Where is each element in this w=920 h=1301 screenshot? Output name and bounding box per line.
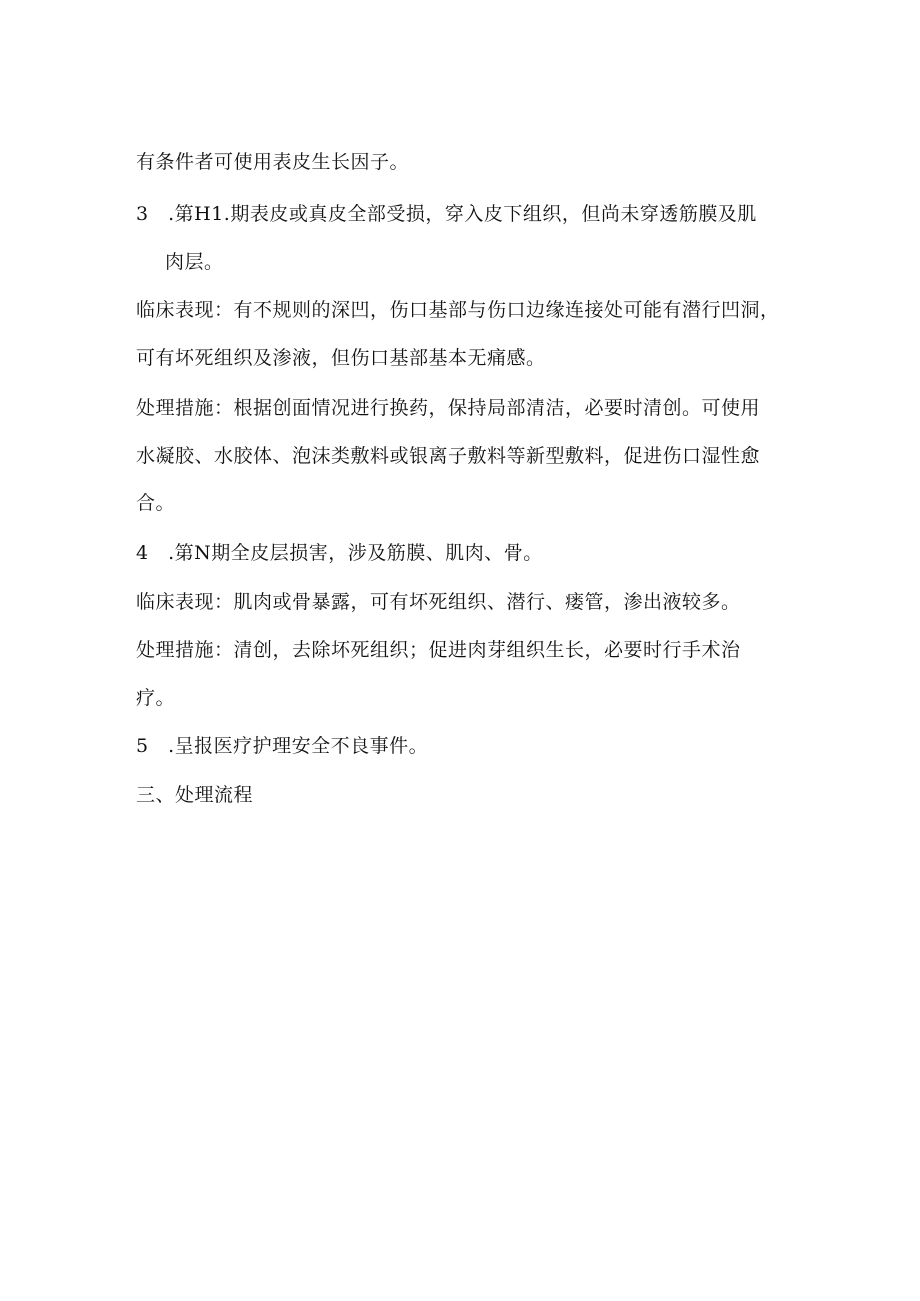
clinical-presentation-stage3-continuation: 可有坏死组织及渗液，但伤口基部基本无痛感。 <box>136 347 546 369</box>
list-item-3-continuation: 肉层。 <box>165 251 224 273</box>
treatment-stage3-continuation: 水凝胶、水胶体、泡沫类敷料或银离子敷料等新型敷料，促进伤口湿性愈 <box>136 445 761 467</box>
clinical-presentation-stage4: 临床表现：肌肉或骨暴露，可有坏死组织、潜行、瘘管，渗出液较多。 <box>136 591 741 613</box>
treatment-stage3-end: 合。 <box>136 492 176 514</box>
treatment-stage4-end: 疗。 <box>136 687 176 709</box>
section-heading: 三、处理流程 <box>136 784 254 806</box>
treatment-stage3: 处理措施：根据创面情况进行换药，保持局部清洁，必要时清创。可使用 <box>136 397 761 419</box>
treatment-stage4: 处理措施：清创，去除坏死组织；促进肉芽组织生长，必要时行手术治 <box>136 639 741 661</box>
text-line: 有条件者可使用表皮生长因子。 <box>136 151 410 173</box>
list-item-5: 5 .呈报医疗护理安全不良事件。 <box>136 735 429 757</box>
list-item-4: 4 .第N期全皮层损害，涉及筋膜、肌肉、骨。 <box>136 542 543 564</box>
list-item-3: 3 .第H1.期表皮或真皮全部受损，穿入皮下组织，但尚未穿透筋膜及肌 <box>136 203 757 225</box>
clinical-presentation-stage3: 临床表现：有不规则的深凹，伤口基部与伤口边缘连接处可能有潜行凹洞， <box>136 299 780 321</box>
